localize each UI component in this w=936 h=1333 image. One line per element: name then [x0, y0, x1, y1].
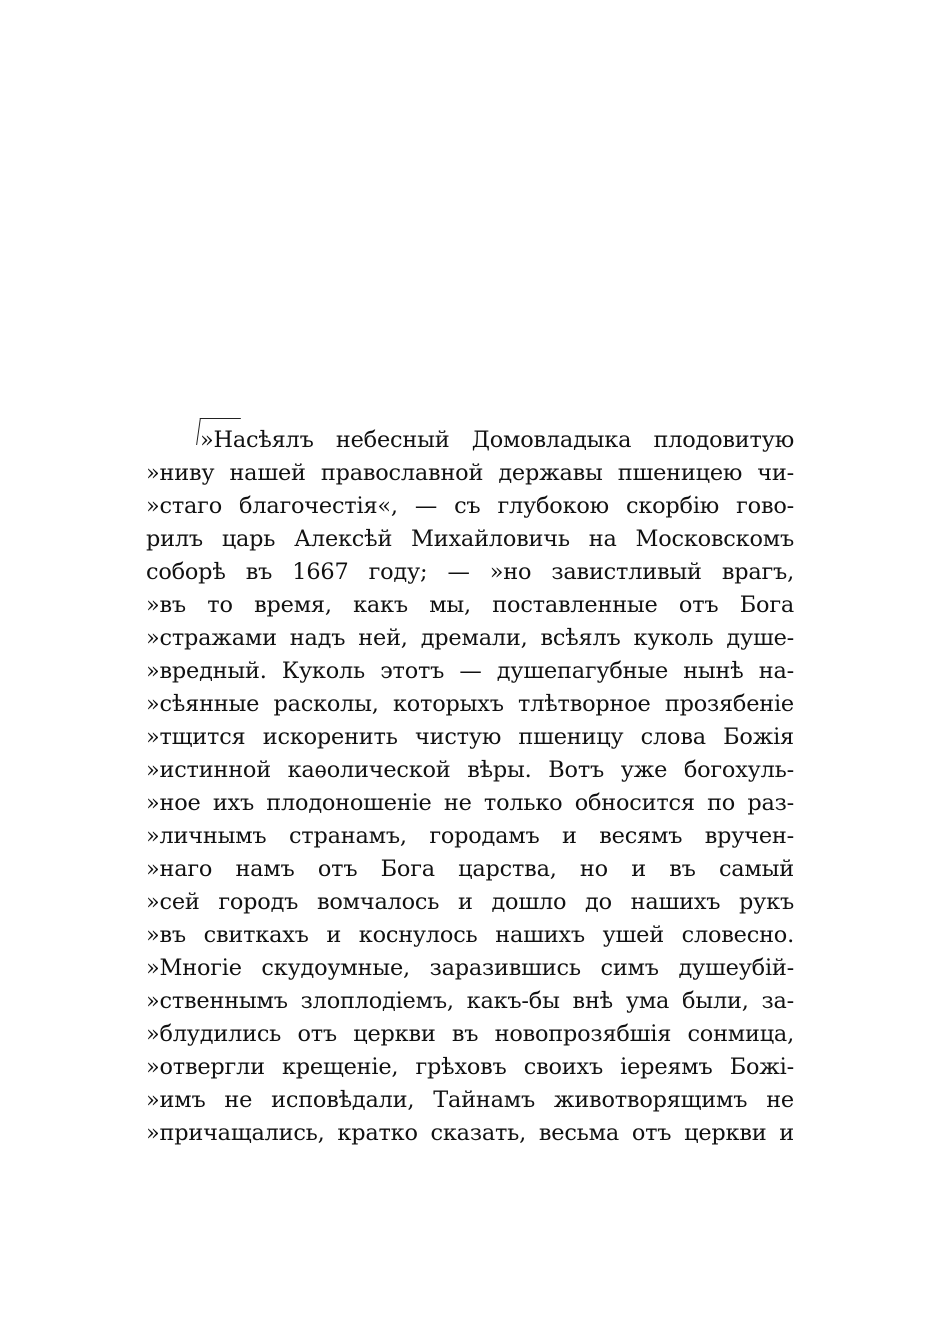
text-line: »причащались, кратко сказать, весьма отъ церкви и: [146, 1120, 794, 1146]
text-line: »въ свиткахъ и коснулось нашихъ ушей словесно.: [146, 922, 794, 948]
text-line: рилъ царь Алексѣй Михайловичь на Московскомъ: [146, 526, 794, 552]
text-line: »отвергли крещеніе, грѣховъ своихъ іереямъ Божі-: [146, 1054, 794, 1080]
text-line: »ниву нашей православной державы пшеницею чи-: [146, 460, 794, 486]
text-line: »сей городъ вомчалось и дошло до нашихъ рукъ: [146, 889, 794, 915]
text-line: »блудились отъ церкви въ новопрозябшія сонмица,: [146, 1021, 794, 1047]
text-line: »ственнымъ злоплодіемъ, какъ-бы внѣ ума были, за-: [146, 988, 794, 1014]
body-text: [146, 424, 794, 1150]
text-line: »Насѣялъ небесный Домовладыка плодовитую: [200, 427, 794, 453]
text-line: »стаго благочестія«, — съ глубокою скорбію гово-: [146, 493, 794, 519]
text-line: »вредный. Куколь этотъ — душепагубные нынѣ на-: [146, 658, 794, 684]
text-line: »имъ не исповѣдали, Тайнамъ животворящимъ не: [146, 1087, 794, 1113]
text-line: соборѣ въ 1667 году; — »но завистливый врагъ,: [146, 559, 794, 585]
text-line: »личнымъ странамъ, городамъ и весямъ вручен-: [146, 823, 794, 849]
text-line: »въ то время, какъ мы, поставленные отъ Бога: [146, 592, 794, 618]
text-line: »наго намъ отъ Бога царства, но и въ самый: [146, 856, 794, 882]
text-line: »истинной каѳолической вѣры. Вотъ уже богохуль-: [146, 757, 794, 783]
text-line: »стражами надъ ней, дремали, всѣялъ куколь душе-: [146, 625, 794, 651]
text-line: »Многіе скудоумные, заразившись симъ душеубій-: [146, 955, 794, 981]
text-line: »сѣянные расколы, которыхъ тлѣтворное прозябеніе: [146, 691, 794, 717]
text-line: »тщится искоренить чистую пшеницу слова Божія: [146, 724, 794, 750]
text-line: »ное ихъ плодоношеніе не только обносится по раз-: [146, 790, 794, 816]
